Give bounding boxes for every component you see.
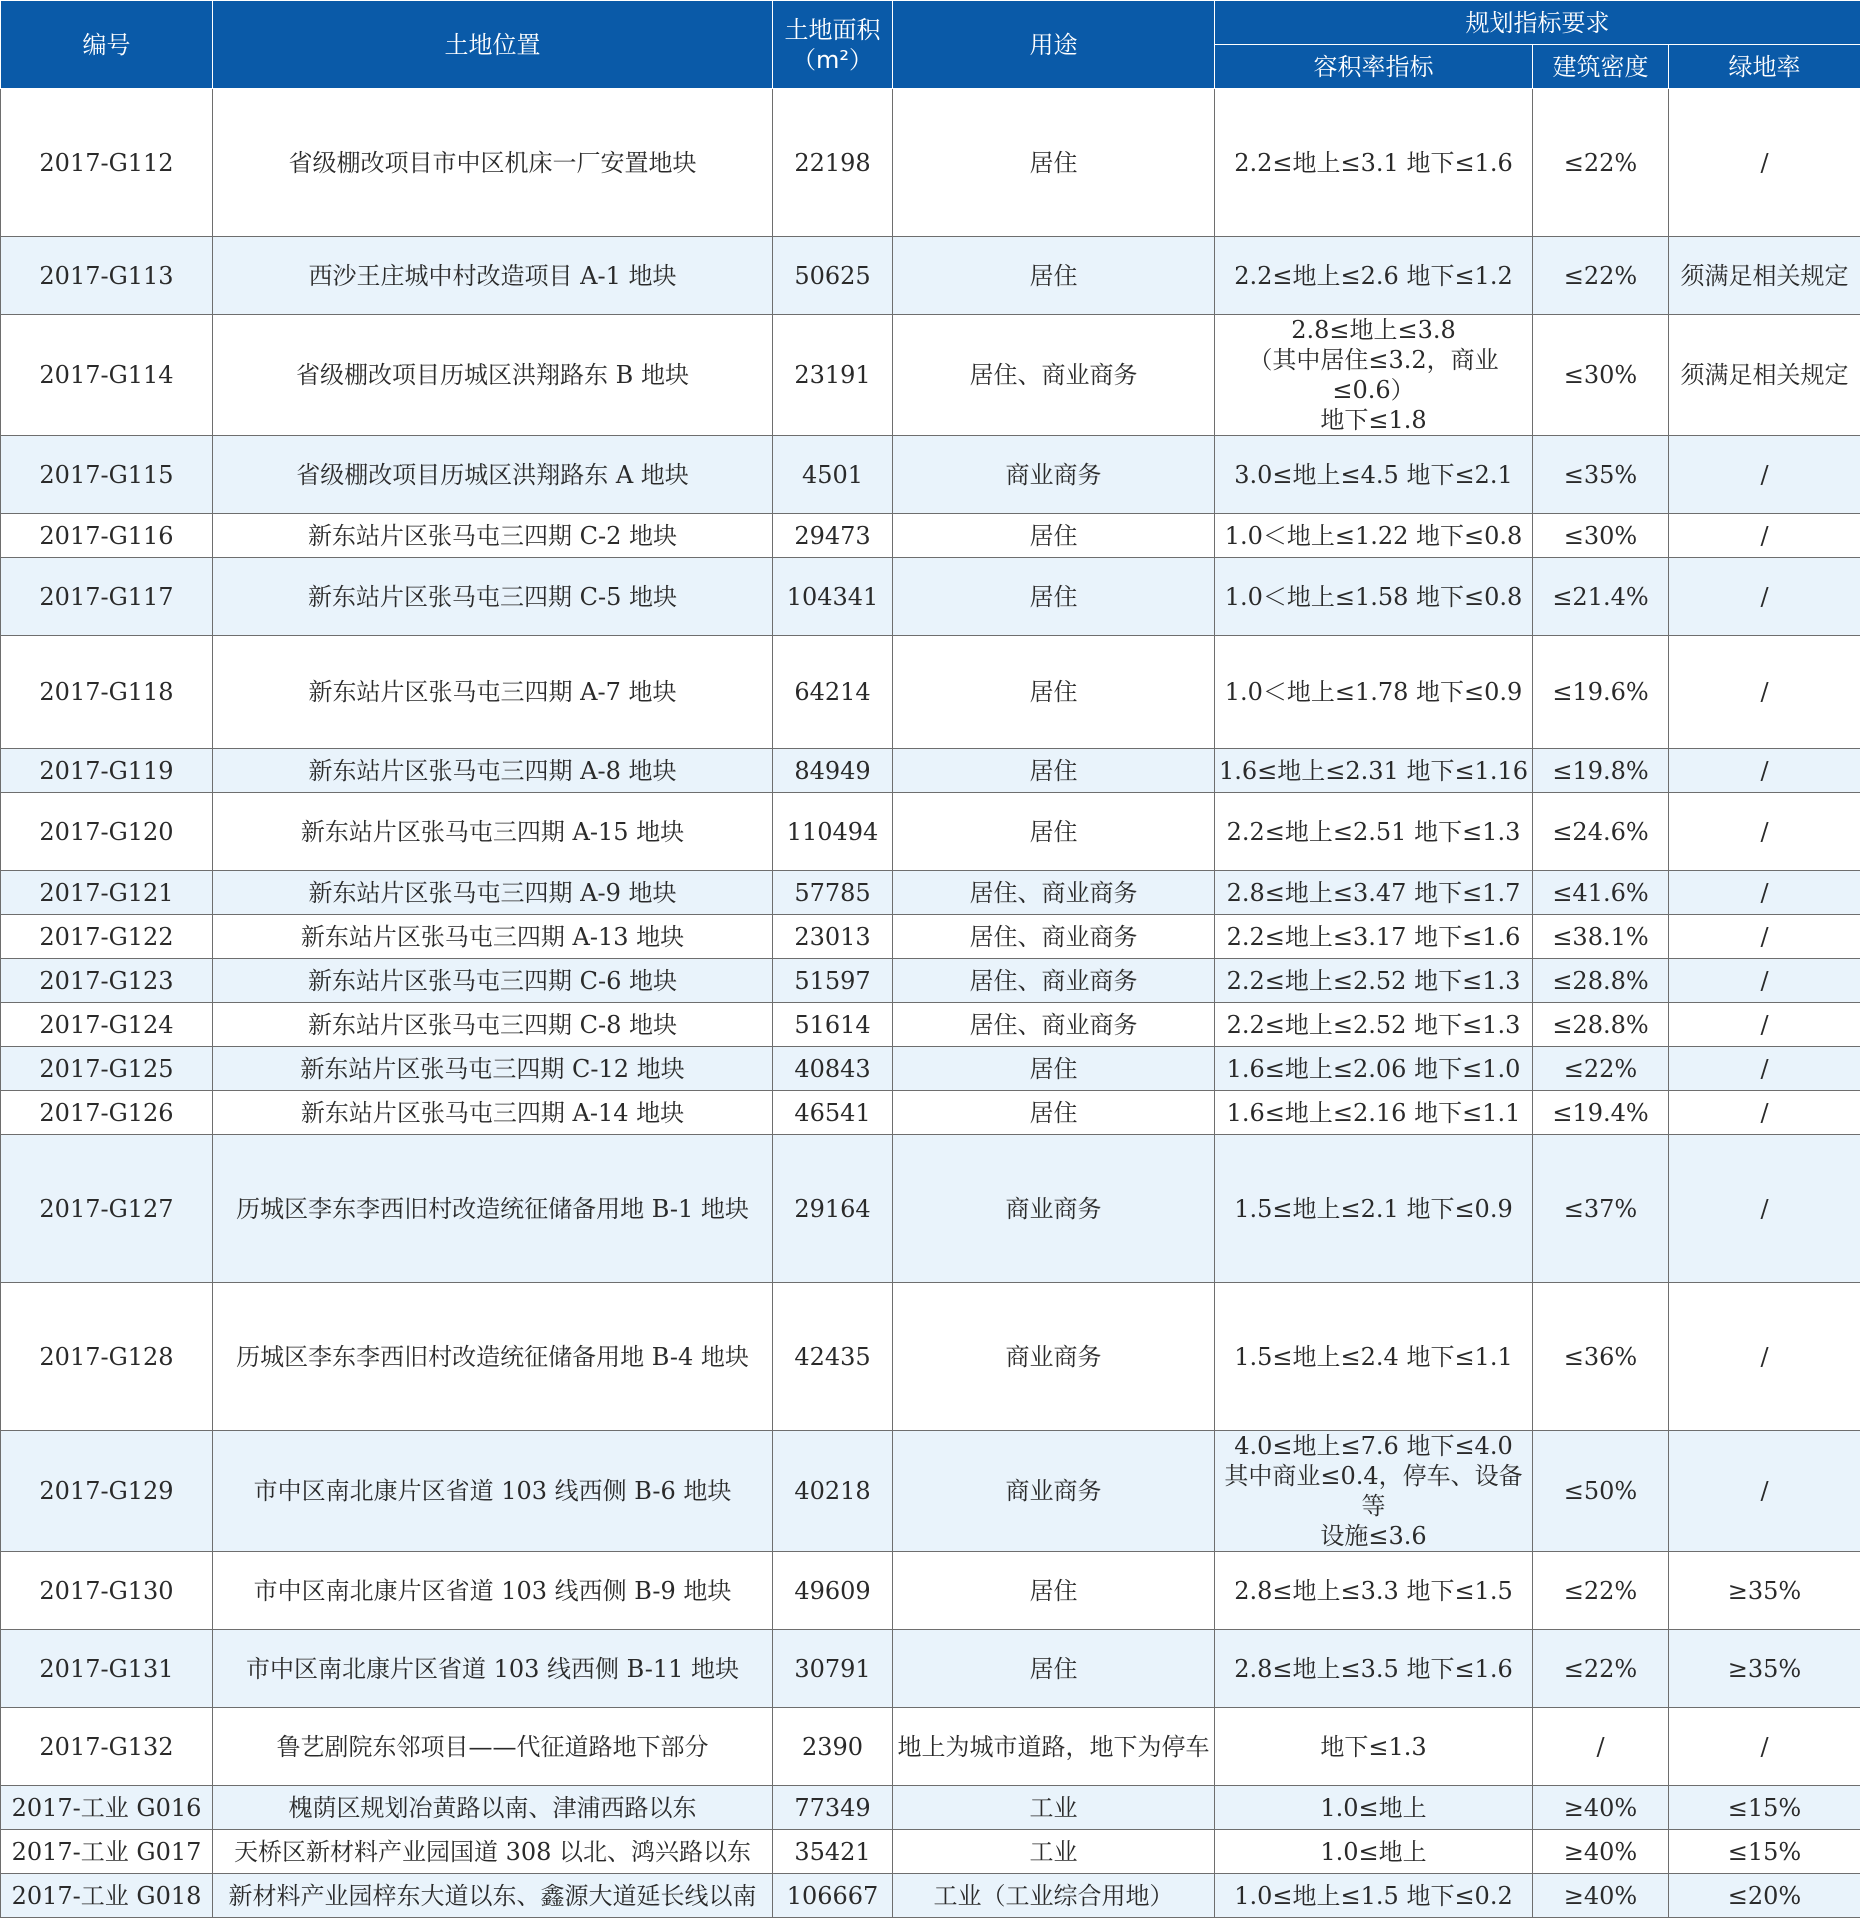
- header-density: 建筑密度: [1533, 45, 1669, 89]
- cell-far: [1215, 436, 1533, 514]
- far-line: 2.8≤地上≤3.3 地下≤1.5: [1234, 1576, 1513, 1605]
- cell-far: [1215, 1283, 1533, 1431]
- cell-density: ≤30%: [1533, 315, 1669, 436]
- cell-location: 新东站片区张马屯三四期 C-5 地块: [213, 558, 773, 636]
- cell-use: 居住、商业商务: [893, 915, 1215, 959]
- cell-id: 2017-G113: [1, 237, 213, 315]
- cell-density: ≤41.6%: [1533, 871, 1669, 915]
- cell-area: 49609: [773, 1552, 893, 1630]
- cell-area: 51614: [773, 1003, 893, 1047]
- cell-green: /: [1669, 636, 1860, 749]
- cell-far: [1215, 1091, 1533, 1135]
- table-row: [1, 1283, 1860, 1431]
- far-line: 1.0≤地上: [1320, 1793, 1427, 1822]
- cell-green: /: [1669, 436, 1860, 514]
- cell-use: 居住: [893, 793, 1215, 871]
- cell-id: 2017-G125: [1, 1047, 213, 1091]
- cell-location: 新东站片区张马屯三四期 C-8 地块: [213, 1003, 773, 1047]
- cell-green: /: [1669, 959, 1860, 1003]
- cell-density: ≤21.4%: [1533, 558, 1669, 636]
- cell-far: [1215, 793, 1533, 871]
- cell-id: 2017-G112: [1, 89, 213, 237]
- far-line: 1.0≤地上≤1.5 地下≤0.2: [1234, 1881, 1513, 1910]
- cell-use: 商业商务: [893, 1135, 1215, 1283]
- table-body: [1, 89, 1860, 1918]
- cell-green: /: [1669, 749, 1860, 793]
- cell-location: 槐荫区规划冶黄路以南、津浦西路以东: [213, 1786, 773, 1830]
- cell-green: /: [1669, 1283, 1860, 1431]
- cell-far: [1215, 1786, 1533, 1830]
- cell-location: 省级棚改项目历城区洪翔路东 A 地块: [213, 436, 773, 514]
- header-area-label: 土地面积: [784, 15, 881, 44]
- cell-green: /: [1669, 89, 1860, 237]
- cell-green: /: [1669, 1708, 1860, 1786]
- cell-location: 新材料产业园梓东大道以东、鑫源大道延长线以南: [213, 1874, 773, 1918]
- far-line: 1.0＜地上≤1.22 地下≤0.8: [1224, 521, 1523, 550]
- cell-far: [1215, 871, 1533, 915]
- far-line: 1.0＜地上≤1.78 地下≤0.9: [1224, 678, 1523, 706]
- cell-location: 省级棚改项目历城区洪翔路东 B 地块: [213, 315, 773, 436]
- table-row: [1, 237, 1860, 315]
- cell-far: [1215, 1047, 1533, 1091]
- far-line: 1.6≤地上≤2.16 地下≤1.1: [1226, 1098, 1521, 1127]
- cell-area: 50625: [773, 237, 893, 315]
- cell-use: 地上为城市道路，地下为停车: [893, 1708, 1215, 1786]
- cell-area: 40218: [773, 1431, 893, 1552]
- far-line: 2.2≤地上≤3.1 地下≤1.6: [1234, 148, 1513, 177]
- cell-id: 2017-G129: [1, 1431, 213, 1552]
- table-row: [1, 315, 1860, 436]
- table-row: [1, 1091, 1860, 1135]
- cell-id: 2017-G131: [1, 1630, 213, 1708]
- cell-id: 2017-G132: [1, 1708, 213, 1786]
- cell-green: /: [1669, 514, 1860, 558]
- cell-green: 须满足相关规定: [1669, 237, 1860, 315]
- cell-density: ≤36%: [1533, 1283, 1669, 1431]
- cell-density: ≤22%: [1533, 1630, 1669, 1708]
- table-row: [1, 436, 1860, 514]
- cell-far: [1215, 1135, 1533, 1283]
- cell-use: 居住、商业商务: [893, 315, 1215, 436]
- cell-area: 64214: [773, 636, 893, 749]
- far-line: 设施≤3.6: [1320, 1522, 1427, 1550]
- cell-id: 2017-工业 G018: [1, 1874, 213, 1918]
- cell-area: 2390: [773, 1708, 893, 1786]
- cell-area: 40843: [773, 1047, 893, 1091]
- cell-use: 居住: [893, 1091, 1215, 1135]
- table-row: [1, 1431, 1860, 1552]
- cell-far: [1215, 636, 1533, 749]
- cell-location: 新东站片区张马屯三四期 A-14 地块: [213, 1091, 773, 1135]
- table-row: [1, 1786, 1860, 1830]
- cell-green: /: [1669, 793, 1860, 871]
- cell-area: 23191: [773, 315, 893, 436]
- table-row: [1, 1830, 1860, 1874]
- cell-id: 2017-G114: [1, 315, 213, 436]
- table-row: [1, 1552, 1860, 1630]
- cell-use: 居住、商业商务: [893, 1003, 1215, 1047]
- cell-density: ≤19.4%: [1533, 1091, 1669, 1135]
- cell-use: 商业商务: [893, 1283, 1215, 1431]
- table-row: [1, 915, 1860, 959]
- table-row: [1, 793, 1860, 871]
- far-line: 2.8≤地上≤3.8: [1291, 316, 1456, 344]
- far-line: 2.2≤地上≤2.6 地下≤1.2: [1234, 261, 1513, 290]
- table-row: [1, 1003, 1860, 1047]
- cell-far: [1215, 959, 1533, 1003]
- far-line: 1.6≤地上≤2.06 地下≤1.0: [1226, 1054, 1521, 1083]
- cell-use: 工业（工业综合用地）: [893, 1874, 1215, 1918]
- cell-density: ≤37%: [1533, 1135, 1669, 1283]
- header-area-unit: （m²）: [792, 45, 873, 74]
- cell-use: 居住: [893, 636, 1215, 749]
- cell-area: 77349: [773, 1786, 893, 1830]
- far-line: 1.0≤地上: [1320, 1837, 1427, 1866]
- far-line: 2.2≤地上≤2.52 地下≤1.3: [1226, 966, 1521, 995]
- cell-location: 历城区李东李西旧村改造统征储备用地 B-1 地块: [213, 1135, 773, 1283]
- header-use: 用途: [893, 1, 1215, 89]
- cell-density: ≥40%: [1533, 1874, 1669, 1918]
- far-line: 1.0＜地上≤1.58 地下≤0.8: [1224, 582, 1523, 611]
- table-row: [1, 1874, 1860, 1918]
- cell-id: 2017-工业 G016: [1, 1786, 213, 1830]
- cell-far: [1215, 89, 1533, 237]
- cell-id: 2017-G130: [1, 1552, 213, 1630]
- table-header: [1, 1, 1860, 89]
- cell-id: 2017-G126: [1, 1091, 213, 1135]
- cell-use: 居住: [893, 1047, 1215, 1091]
- far-line: 1.5≤地上≤2.1 地下≤0.9: [1234, 1194, 1513, 1223]
- far-line: 2.2≤地上≤2.51 地下≤1.3: [1226, 817, 1521, 846]
- header-location: 土地位置: [213, 1, 773, 89]
- table-row: [1, 1708, 1860, 1786]
- cell-use: 居住: [893, 749, 1215, 793]
- cell-density: ≤28.8%: [1533, 959, 1669, 1003]
- cell-id: 2017-G117: [1, 558, 213, 636]
- cell-area: 46541: [773, 1091, 893, 1135]
- cell-density: ≤22%: [1533, 237, 1669, 315]
- far-line: 2.2≤地上≤3.17 地下≤1.6: [1226, 922, 1521, 951]
- far-line: 地下≤1.8: [1320, 406, 1427, 434]
- header-id: 编号: [1, 1, 213, 89]
- table-row: [1, 636, 1860, 749]
- cell-use: 工业: [893, 1786, 1215, 1830]
- cell-far: [1215, 514, 1533, 558]
- table-row: [1, 871, 1860, 915]
- cell-far: [1215, 237, 1533, 315]
- cell-green: ≥35%: [1669, 1630, 1860, 1708]
- table-row: [1, 749, 1860, 793]
- cell-use: 居住: [893, 1552, 1215, 1630]
- cell-use: 居住、商业商务: [893, 959, 1215, 1003]
- cell-green: /: [1669, 1135, 1860, 1283]
- table-row: [1, 1135, 1860, 1283]
- cell-id: 2017-G128: [1, 1283, 213, 1431]
- far-line: 其中商业≤0.4，停车、设备等: [1224, 1462, 1523, 1520]
- cell-area: 104341: [773, 558, 893, 636]
- cell-use: 居住: [893, 89, 1215, 237]
- cell-density: ≥40%: [1533, 1830, 1669, 1874]
- cell-location: 新东站片区张马屯三四期 A-15 地块: [213, 793, 773, 871]
- cell-area: 30791: [773, 1630, 893, 1708]
- cell-id: 2017-G123: [1, 959, 213, 1003]
- cell-density: ≤28.8%: [1533, 1003, 1669, 1047]
- cell-area: 57785: [773, 871, 893, 915]
- cell-green: /: [1669, 558, 1860, 636]
- cell-density: ≤22%: [1533, 1552, 1669, 1630]
- cell-far: [1215, 1431, 1533, 1552]
- far-line: 1.5≤地上≤2.4 地下≤1.1: [1234, 1342, 1513, 1371]
- cell-location: 新东站片区张马屯三四期 C-12 地块: [213, 1047, 773, 1091]
- cell-far: [1215, 558, 1533, 636]
- cell-location: 西沙王庄城中村改造项目 A-1 地块: [213, 237, 773, 315]
- header-area: [773, 1, 893, 89]
- cell-id: 2017-G124: [1, 1003, 213, 1047]
- cell-location: 历城区李东李西旧村改造统征储备用地 B-4 地块: [213, 1283, 773, 1431]
- cell-location: 省级棚改项目市中区机床一厂安置地块: [213, 89, 773, 237]
- cell-green: /: [1669, 1003, 1860, 1047]
- table-row: [1, 89, 1860, 237]
- cell-far: [1215, 1552, 1533, 1630]
- far-line: （其中居住≤3.2，商业≤0.6）: [1248, 346, 1499, 404]
- cell-area: 110494: [773, 793, 893, 871]
- cell-density: ≥40%: [1533, 1786, 1669, 1830]
- cell-use: 商业商务: [893, 436, 1215, 514]
- cell-location: 市中区南北康片区省道 103 线西侧 B-9 地块: [213, 1552, 773, 1630]
- cell-far: [1215, 1874, 1533, 1918]
- cell-location: 天桥区新材料产业园国道 308 以北、鸿兴路以东: [213, 1830, 773, 1874]
- cell-density: ≤50%: [1533, 1431, 1669, 1552]
- cell-density: ≤19.6%: [1533, 636, 1669, 749]
- cell-green: ≥35%: [1669, 1552, 1860, 1630]
- cell-area: 35421: [773, 1830, 893, 1874]
- far-line: 1.6≤地上≤2.31 地下≤1.16: [1219, 756, 1528, 785]
- far-line: 2.8≤地上≤3.47 地下≤1.7: [1226, 878, 1521, 907]
- cell-green: /: [1669, 1431, 1860, 1552]
- cell-green: /: [1669, 871, 1860, 915]
- cell-density: ≤22%: [1533, 1047, 1669, 1091]
- cell-density: ≤22%: [1533, 89, 1669, 237]
- table-row: [1, 558, 1860, 636]
- cell-density: ≤30%: [1533, 514, 1669, 558]
- cell-use: 商业商务: [893, 1431, 1215, 1552]
- cell-location: 鲁艺剧院东邻项目——代征道路地下部分: [213, 1708, 773, 1786]
- cell-far: [1215, 1630, 1533, 1708]
- cell-id: 2017-G119: [1, 749, 213, 793]
- cell-use: 居住: [893, 514, 1215, 558]
- cell-density: ≤35%: [1533, 436, 1669, 514]
- cell-id: 2017-G127: [1, 1135, 213, 1283]
- table-row: [1, 1047, 1860, 1091]
- cell-area: 4501: [773, 436, 893, 514]
- header-far: 容积率指标: [1215, 45, 1533, 89]
- cell-location: 新东站片区张马屯三四期 A-8 地块: [213, 749, 773, 793]
- cell-far: [1215, 915, 1533, 959]
- cell-use: 居住、商业商务: [893, 871, 1215, 915]
- cell-location: 新东站片区张马屯三四期 C-2 地块: [213, 514, 773, 558]
- far-line: 地下≤1.3: [1320, 1732, 1427, 1761]
- cell-green: 须满足相关规定: [1669, 315, 1860, 436]
- cell-location: 新东站片区张马屯三四期 C-6 地块: [213, 959, 773, 1003]
- cell-area: 51597: [773, 959, 893, 1003]
- cell-far: [1215, 315, 1533, 436]
- cell-density: ≤38.1%: [1533, 915, 1669, 959]
- cell-id: 2017-G121: [1, 871, 213, 915]
- cell-location: 新东站片区张马屯三四期 A-9 地块: [213, 871, 773, 915]
- cell-density: /: [1533, 1708, 1669, 1786]
- cell-area: 42435: [773, 1283, 893, 1431]
- cell-location: 新东站片区张马屯三四期 A-13 地块: [213, 915, 773, 959]
- cell-far: [1215, 749, 1533, 793]
- far-line: 2.2≤地上≤2.52 地下≤1.3: [1226, 1010, 1521, 1039]
- cell-use: 居住: [893, 237, 1215, 315]
- cell-location: 市中区南北康片区省道 103 线西侧 B-11 地块: [213, 1630, 773, 1708]
- cell-far: [1215, 1708, 1533, 1786]
- cell-location: 市中区南北康片区省道 103 线西侧 B-6 地块: [213, 1431, 773, 1552]
- cell-area: 23013: [773, 915, 893, 959]
- cell-green: /: [1669, 1091, 1860, 1135]
- cell-id: 2017-工业 G017: [1, 1830, 213, 1874]
- table-row: [1, 1630, 1860, 1708]
- cell-area: 29164: [773, 1135, 893, 1283]
- cell-id: 2017-G115: [1, 436, 213, 514]
- cell-density: ≤24.6%: [1533, 793, 1669, 871]
- cell-id: 2017-G118: [1, 636, 213, 749]
- far-line: 4.0≤地上≤7.6 地下≤4.0: [1234, 1432, 1513, 1460]
- far-line: 3.0≤地上≤4.5 地下≤2.1: [1234, 460, 1513, 489]
- cell-green: /: [1669, 915, 1860, 959]
- cell-far: [1215, 1830, 1533, 1874]
- cell-id: 2017-G122: [1, 915, 213, 959]
- cell-id: 2017-G120: [1, 793, 213, 871]
- cell-location: 新东站片区张马屯三四期 A-7 地块: [213, 636, 773, 749]
- header-plan-group: 规划指标要求: [1215, 1, 1860, 45]
- cell-use: 工业: [893, 1830, 1215, 1874]
- cell-green: ≤20%: [1669, 1874, 1860, 1918]
- header-green: 绿地率: [1669, 45, 1860, 89]
- far-line: 2.8≤地上≤3.5 地下≤1.6: [1234, 1654, 1513, 1683]
- cell-density: ≤19.8%: [1533, 749, 1669, 793]
- cell-green: ≤15%: [1669, 1830, 1860, 1874]
- cell-green: /: [1669, 1047, 1860, 1091]
- table-row: [1, 514, 1860, 558]
- cell-use: 居住: [893, 558, 1215, 636]
- cell-area: 106667: [773, 1874, 893, 1918]
- table-row: [1, 959, 1860, 1003]
- cell-area: 22198: [773, 89, 893, 237]
- cell-far: [1215, 1003, 1533, 1047]
- cell-id: 2017-G116: [1, 514, 213, 558]
- cell-use: 居住: [893, 1630, 1215, 1708]
- cell-area: 29473: [773, 514, 893, 558]
- cell-area: 84949: [773, 749, 893, 793]
- cell-green: ≤15%: [1669, 1786, 1860, 1830]
